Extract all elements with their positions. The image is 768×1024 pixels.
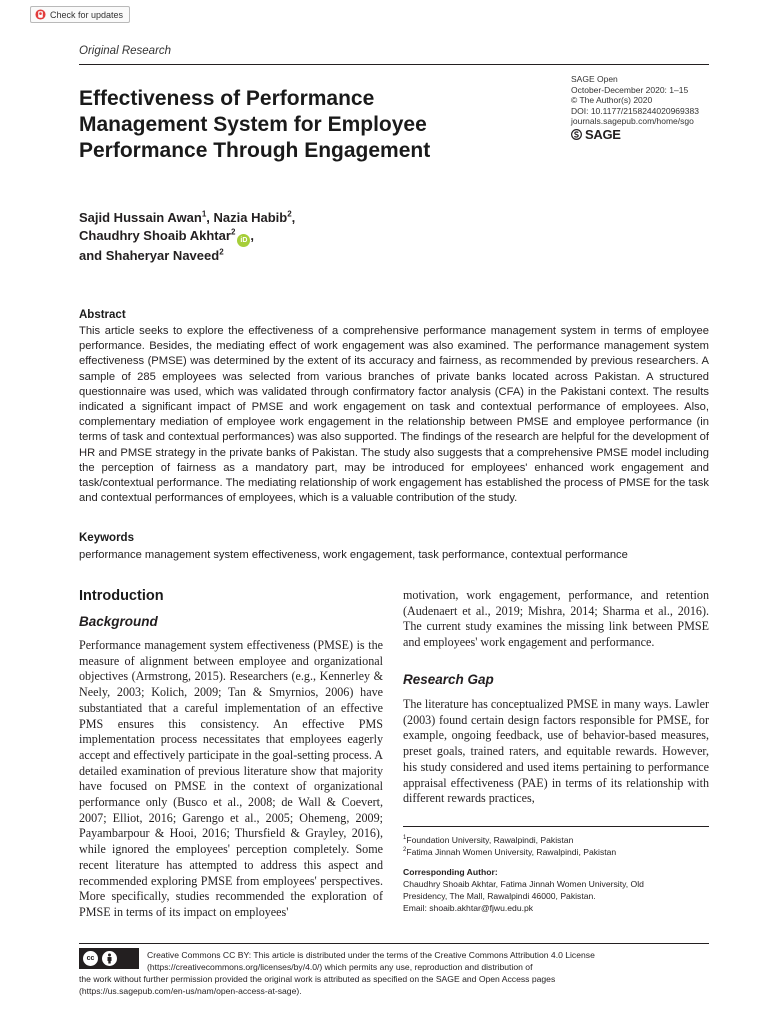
journal-issue: October-December 2020: 1–15 (571, 84, 689, 95)
author-name: Chaudhry Shoaib Akhtar (79, 228, 231, 243)
license-text (79, 949, 709, 997)
footnote-divider (403, 826, 709, 827)
corresponding-author-line: Presidency, The Mall, Rawalpindi 46000, Pakistan. (403, 891, 596, 901)
author-separator: , (250, 228, 255, 243)
sage-logo-text: SAGE (585, 126, 621, 142)
cc-icon: cc (83, 951, 98, 966)
license-line[interactable]: (https://us.sagepub.com/en-us/nam/open-access-at-sage). (79, 986, 302, 996)
license-line: the work without further permission provided the original work is attributed as specified on the SAGE and Open Access pages (79, 974, 556, 984)
affiliation-2: $^2$Fatima Jinnah Women University, Rawalpindi, Pakistan (403, 847, 617, 857)
corresponding-author-email[interactable]: Email: shoaib.akhtar@fjwu.edu.pk (403, 903, 534, 913)
affiliation-marker: 2 (230, 227, 236, 237)
article-type: Original Research (79, 45, 172, 57)
abstract-body: This article seeks to explore the effectiveness of a comprehensive performance management system in terms of employee performance. Besides, the mediating effect of work engagement was also examined. The performance management system effectiveness (PMSE) was determined by the extent of its accuracy and fairness, as recommended by previous researchers. A sample of 285 employees was selected from various branches of private banks located across Pakistan. A structured questionnaire was used, which was validated through confirmatory factor analysis (CFA) in the Pakistani context. The results indicated a significant impact of PMSE and work engagement on task and contextual performance of employees. Also, complementary mediation of employee work engagement in the relationship between PMSE and employee performance (in terms of task and contextual performances) was also supported. The findings of the research are helpful for the development of HR and PMSE strategy in the private banks of Pakistan. The study also suggests that a comprehensive PMSE model including the perception of fairness as a mandatory part, may be introduced for employees' enhanced work engagement and task/contextual performance. The mediating relationship of work engagement has established the process of PMSE for the task and contextual performances of employees, which is a valuable contribution of the study. (79, 325, 709, 505)
research-gap-paragraph: The literature has conceptualized PMSE in many ways. Lawler (2003) found certain design factors responsible for PMSE, for example, ongoing feedback, use of behavior-based measures, preset goals, trained raters, and equitable rewards. However, his study considered and used items pertaining to performance appraisal effectiveness (PAE) in terms of its relationship with different rewards practices, (403, 697, 709, 806)
author-list (79, 209, 409, 265)
author-separator: , (206, 210, 214, 225)
header-divider (79, 64, 709, 65)
abstract-heading: Abstract (79, 309, 126, 321)
check-for-updates-badge[interactable] (30, 6, 130, 23)
background-subheading: Background (79, 614, 158, 629)
doi[interactable]: DOI: 10.1177/2158244020969383 (571, 105, 699, 116)
orcid-icon[interactable]: iD (237, 234, 250, 247)
license-line[interactable]: (https://creativecommons.org/licenses/by/4.0/) which permits any use, reproduction and distribution of (147, 962, 533, 972)
footnotes (403, 834, 709, 914)
journal-name: SAGE Open (571, 74, 618, 84)
keywords-body: performance management system effectiveness, work engagement, task performance, contextual performance (79, 549, 628, 561)
article-title: Effectiveness of Performance Management System for Employee Performance Through Engagement (79, 87, 431, 162)
introduction-heading: Introduction (79, 588, 164, 604)
license-divider (79, 943, 709, 944)
author-name: Shaheryar Naveed (105, 248, 220, 263)
background-paragraph: Performance management system effectiveness (PMSE) is the measure of alignment between employee and organizational objectives (Armstrong, 2015). Researchers (e.g., Kennerley & Neely, 2003; Kolich, 2009; Tan & Smyrnios, 2006) have substantiated that a careful implementation of an effective PMS ensures this consistency. An effective PMS implementation process necessitates that employees eagerly accept and effectively participate in the goal-setting process. A detailed examination of previous literature show that majority have focused on PMSE in the context of organizational performance only (Busco et al., 2008; de Wall & Coevert, 2007; Elliot, 2016; Garengo et al., 2005; Ohemeng, 2009; Payambarpour & Hooi, 2016; Thursfield & Grayley, 2016), while ignored the employees' perception completely. Some recent literature has attempted to address this aspect and recommended exploring PMSE from employees' perspectives. More specifically, studies recommended the exploration of PMSE in terms of its impact on employees' (79, 638, 383, 919)
journal-url[interactable]: journals.sagepub.com/home/sgo (571, 116, 694, 127)
sage-logo (571, 126, 699, 142)
copyright: © The Author(s) 2020 (571, 95, 653, 106)
author-name: Nazia Habib (213, 210, 288, 225)
corresponding-author-heading: Corresponding Author: (403, 867, 498, 877)
author-separator: , (291, 210, 296, 225)
check-updates-label: Check for updates (50, 9, 124, 20)
check-updates-icon (35, 9, 46, 20)
license-line: Creative Commons CC BY: This article is distributed under the terms of the Creative Commons Attribution 4.0 License (147, 950, 595, 960)
keywords-heading: Keywords (79, 532, 134, 544)
author-conjunction: and (79, 248, 106, 263)
intro-continued-paragraph: motivation, work engagement, performance, and retention (Audenaert et al., 2019; Mishra, 2014; Sharma et al., 2016). The current study examines the missing link between PMSE and employees' work engagement and performance. (403, 588, 709, 650)
journal-meta (571, 74, 699, 142)
affiliation-marker: 2 (287, 209, 292, 219)
affiliation-1: $^1$Foundation University, Rawalpindi, Pakistan (403, 835, 574, 845)
affiliation-marker: 1 (201, 209, 207, 219)
research-gap-subheading: Research Gap (403, 672, 494, 687)
author-name: Sajid Hussain Awan (79, 210, 202, 225)
sage-mark-icon (571, 129, 582, 142)
affiliation-marker: 2 (219, 247, 224, 257)
corresponding-author-line: Chaudhry Shoaib Akhtar, Fatima Jinnah Women University, Old (403, 879, 644, 889)
